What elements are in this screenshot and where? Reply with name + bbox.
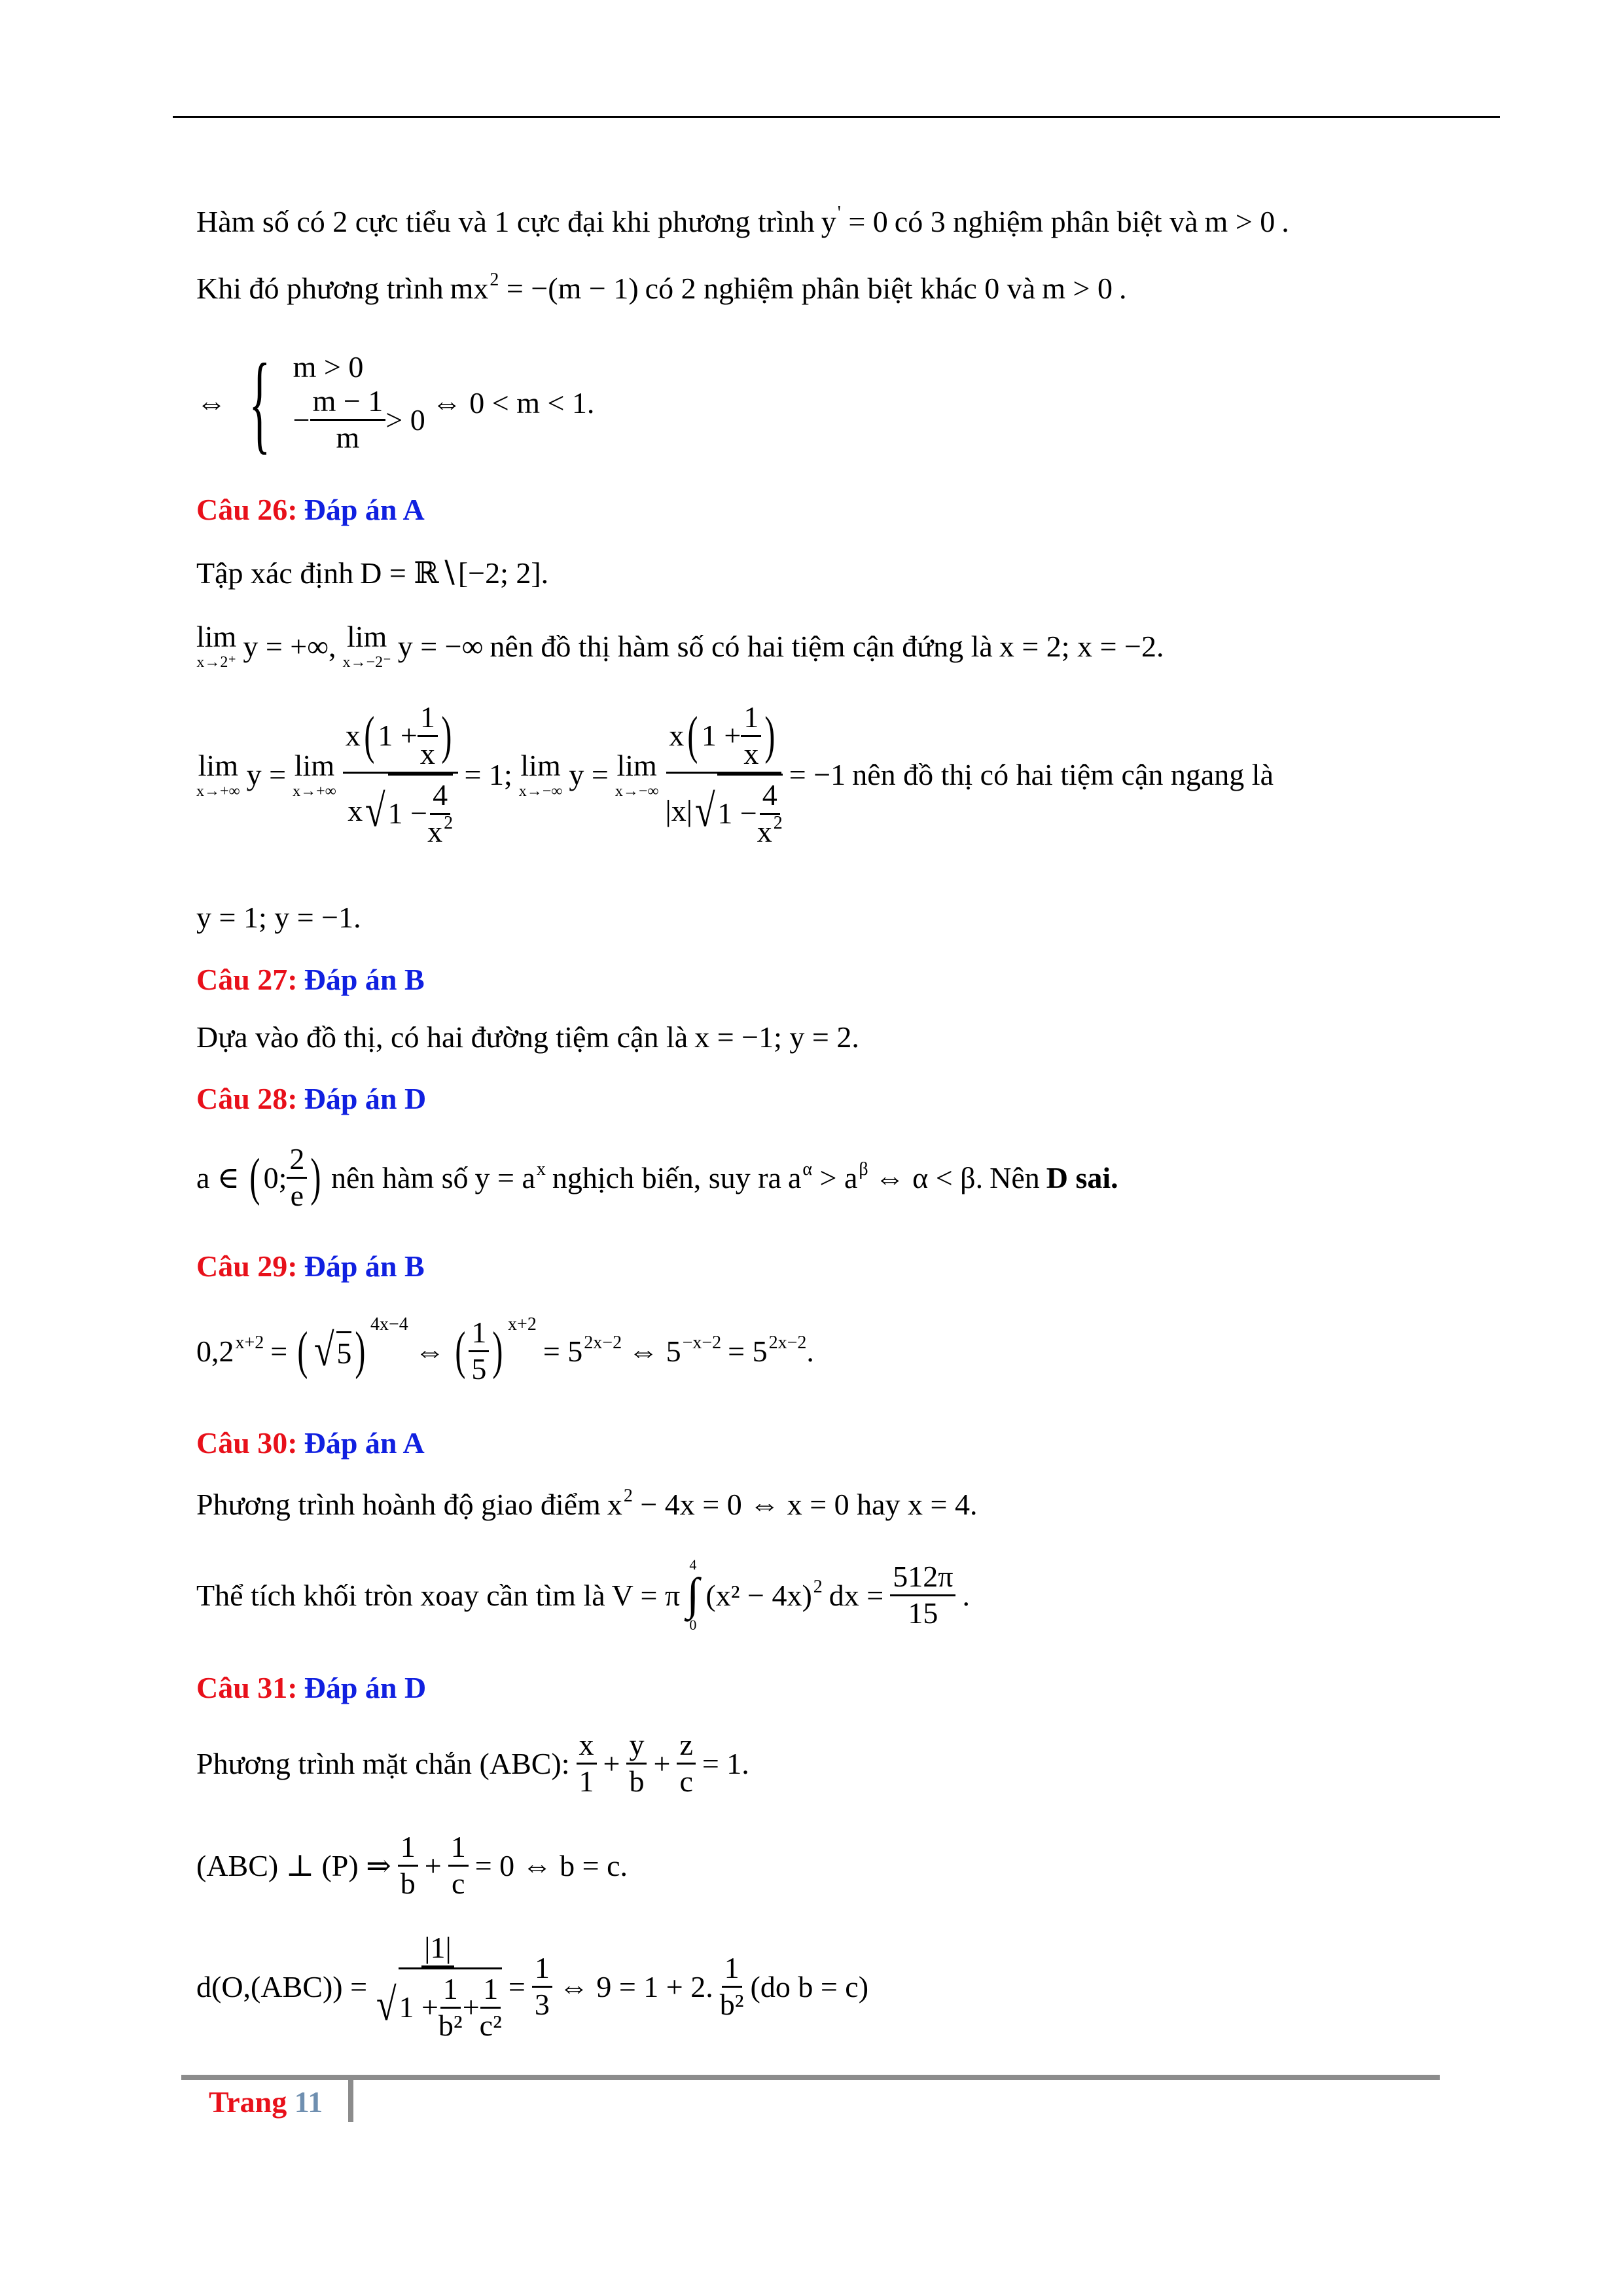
- math-part: [196, 748, 240, 800]
- row-1: m > 0: [293, 350, 364, 384]
- math-part: [666, 700, 781, 774]
- line-2: [196, 271, 1133, 306]
- math-token: = 0 ⇔ b = c.: [474, 1848, 628, 1882]
- iff-symbol: ⇔: [196, 386, 226, 420]
- math-token: lim: [616, 748, 657, 782]
- math-token: 1: [480, 1972, 501, 2009]
- math-token: c: [451, 1866, 465, 1900]
- math-part: [374, 1967, 502, 2043]
- math-token: x→−2⁻: [342, 654, 391, 671]
- math-token: 1 +: [378, 718, 418, 752]
- header-rule: [173, 116, 1500, 118]
- math-token: c²: [479, 2008, 502, 2042]
- math-token: Câu 30:: [196, 1426, 298, 1460]
- math: D = ℝ∖[−2; 2].: [360, 556, 549, 590]
- math-token: = 1.: [702, 1746, 749, 1780]
- math-token: x: [577, 1728, 597, 1765]
- math-part: [343, 622, 391, 670]
- math-token: .: [806, 1334, 814, 1368]
- math-token: 2: [444, 812, 454, 833]
- math-token: x: [345, 718, 361, 752]
- math-part: [398, 1830, 418, 1901]
- math-token: 1 −: [387, 796, 428, 830]
- math-token: √: [365, 785, 385, 836]
- math-token: 1 −: [717, 796, 757, 830]
- math-token: 1 +: [701, 718, 741, 752]
- period: .: [1118, 272, 1127, 305]
- math-part: [246, 1142, 325, 1213]
- math-part: [532, 1951, 552, 2022]
- math-part: [452, 1316, 537, 1387]
- math-token: = −1: [789, 758, 846, 792]
- math-part: √: [376, 1979, 397, 2030]
- math-token: |x|: [665, 794, 692, 828]
- line-27: [196, 1020, 866, 1054]
- line-26b: [196, 622, 1170, 670]
- math-token: ⇔ α < β.: [874, 1160, 984, 1194]
- math-part: [418, 700, 438, 772]
- math-token: mx: [450, 272, 489, 305]
- math-token: x: [607, 1488, 622, 1521]
- math-part: [294, 1314, 408, 1380]
- text: Hàm số có 2 cực tiểu và 1 cực đại khi phương trình: [196, 205, 815, 238]
- math-token: +: [462, 1990, 480, 2024]
- question-30-heading: [196, 1426, 431, 1460]
- math-token: 1: [532, 1951, 552, 1988]
- math-part: [312, 1325, 352, 1376]
- brace-icon: {: [249, 341, 271, 464]
- math-token: 3: [534, 1988, 550, 2022]
- math-token: +: [653, 1746, 671, 1780]
- math-token: ⇔: [414, 1334, 445, 1368]
- math-token: x: [757, 814, 772, 848]
- math-token: 1: [448, 1830, 469, 1867]
- question-26-heading: [196, 492, 431, 527]
- question-29-heading: [196, 1249, 431, 1283]
- math-part: [310, 384, 386, 456]
- math-token: Tập xác định: [196, 556, 354, 590]
- math-token: 0;: [263, 1160, 287, 1194]
- math-token: Trang: [209, 2085, 287, 2119]
- fraction: [343, 700, 458, 850]
- math-part: [399, 1967, 501, 2043]
- math-token: x→+∞: [196, 782, 240, 800]
- math-part: [615, 748, 659, 800]
- math-token: Câu 29:: [196, 1249, 298, 1283]
- math-token: x = −1; y = 2.: [694, 1020, 859, 1054]
- math-token: (ABC) ⊥ (P) ⇒: [196, 1849, 391, 1883]
- math-part: [577, 1728, 597, 1799]
- math-part: [728, 1334, 814, 1369]
- math-token: nghịch biến, suy ra: [552, 1160, 781, 1194]
- math-token: 5: [471, 1352, 487, 1386]
- math-token: β: [859, 1158, 868, 1179]
- math-token: lim: [294, 748, 335, 782]
- period: .: [1281, 205, 1289, 238]
- math-part: (: [455, 1322, 466, 1380]
- math-part: [438, 1972, 463, 2043]
- math-token: (: [687, 707, 698, 765]
- math-token: Phương trình hoành độ giao điểm: [196, 1488, 601, 1521]
- math-token: 2: [623, 1486, 633, 1506]
- math-part: [363, 774, 453, 850]
- math-token: y = 1; y = −1.: [196, 901, 361, 934]
- line-29: [196, 1316, 821, 1387]
- math-token: x→−∞: [615, 782, 659, 800]
- math-token: 2x−2: [584, 1332, 622, 1353]
- math-part: [626, 1728, 647, 1799]
- math-token: y: [821, 205, 836, 238]
- math-token: nên đồ thị có hai tiệm cận ngang là: [852, 758, 1274, 792]
- math-token: 0: [689, 1617, 697, 1633]
- math-token: =: [508, 1970, 526, 2004]
- math-part: [374, 1967, 502, 2043]
- math-token: = 5: [728, 1334, 768, 1368]
- math-token: Câu 26:: [196, 493, 298, 526]
- math-part: [518, 748, 563, 800]
- footer-rule: [181, 2075, 1440, 2080]
- math-token: = 5: [543, 1334, 583, 1368]
- math-token: x: [536, 1158, 546, 1179]
- math-token: 1 +: [399, 1990, 438, 2024]
- math-token: lim: [520, 748, 561, 782]
- math-part: [757, 778, 783, 850]
- math-token: y =: [246, 758, 287, 792]
- math-part: √: [313, 1325, 334, 1376]
- math-token: x: [419, 736, 435, 770]
- math-token: Đáp án D: [304, 1082, 427, 1115]
- math-token: b²: [438, 2008, 463, 2042]
- math-token: x+2: [508, 1314, 537, 1335]
- math-token: Đáp án B: [304, 1249, 425, 1283]
- math: [450, 271, 639, 306]
- math-part: [388, 774, 453, 850]
- math-part: [287, 1142, 307, 1213]
- math-part: [677, 1728, 695, 1799]
- math-token: 2: [773, 812, 783, 833]
- math-part: [692, 774, 783, 850]
- line-28: [196, 1142, 1125, 1213]
- math-part: [348, 774, 453, 850]
- math-token: c: [679, 1764, 693, 1798]
- math-token: 2: [490, 270, 499, 290]
- row-2: [293, 384, 425, 456]
- math-token: Câu 27:: [196, 963, 298, 996]
- math-part: [196, 622, 236, 670]
- math-token: =: [270, 1334, 288, 1368]
- math-token: = −(m − 1): [506, 272, 639, 305]
- math-token: Đáp án A: [304, 1426, 425, 1460]
- math-part: [607, 1487, 978, 1522]
- math-part: [705, 1578, 822, 1613]
- math-part: ∫: [687, 1570, 700, 1620]
- math-part: (: [297, 1322, 308, 1380]
- math-token: +: [424, 1848, 442, 1882]
- math-token: 0,2: [196, 1334, 234, 1368]
- math-part: [374, 1931, 502, 2043]
- math-token: .: [962, 1578, 970, 1612]
- math-token: x: [743, 736, 759, 770]
- math-token: > 0: [385, 403, 425, 437]
- math-part: [427, 812, 454, 850]
- math-token: −x−2: [682, 1332, 722, 1353]
- math-part: [448, 1830, 469, 1901]
- math-token: x→−∞: [518, 782, 563, 800]
- system-equation: [196, 341, 601, 464]
- line-26a: [196, 555, 555, 590]
- math-token: y = +∞,: [243, 629, 336, 663]
- math-token: 1: [741, 700, 761, 737]
- math-token: 4: [760, 778, 780, 815]
- math-token: |1|: [421, 1931, 454, 1967]
- math-part: ): [492, 1322, 503, 1380]
- math-token: Đáp án B: [304, 963, 425, 996]
- math-token: 1: [418, 700, 438, 737]
- math-token: −: [293, 403, 310, 437]
- math-token: a: [787, 1160, 802, 1194]
- line-1: [196, 204, 1296, 239]
- math-token: Dựa vào đồ thị, có hai đường tiệm cận là: [196, 1020, 688, 1054]
- math-token: V = π: [611, 1578, 681, 1612]
- math-token: m − 1: [310, 384, 386, 421]
- math-token: 11: [294, 2085, 323, 2119]
- math-token: x: [348, 794, 363, 828]
- math-token: = 0: [848, 205, 888, 238]
- math-token: x→2⁺: [196, 654, 236, 671]
- math-token: x: [669, 718, 685, 752]
- math-token: = 1;: [464, 758, 512, 792]
- math-token: 15: [908, 1596, 938, 1630]
- text: Khi đó phương trình: [196, 272, 444, 305]
- line-31c: [196, 1931, 875, 2043]
- math-token: √: [694, 785, 715, 836]
- math-token: Nên: [990, 1160, 1040, 1194]
- system-rows: [293, 350, 425, 456]
- line-31b: [196, 1830, 634, 1901]
- math-part: [788, 1160, 868, 1195]
- math-token: y: [626, 1728, 647, 1765]
- math-part: [343, 700, 458, 774]
- math-token: x+2: [235, 1332, 264, 1353]
- math-token: 4x−4: [370, 1314, 408, 1335]
- math-token: 2x−2: [768, 1332, 807, 1353]
- math-token: 4: [689, 1556, 697, 1573]
- math-token: 2: [813, 1576, 823, 1597]
- math-token: z: [677, 1728, 695, 1765]
- math-part: [475, 1160, 546, 1195]
- math-token: y =: [569, 758, 609, 792]
- math-part: [293, 748, 336, 800]
- math-token: x→+∞: [293, 782, 336, 800]
- math-token: x: [427, 814, 443, 848]
- integral-sign: [687, 1558, 699, 1632]
- line-26c: [196, 700, 1280, 850]
- text: có 2 nghiệm phân biệt khác 0 và: [645, 272, 1036, 305]
- math-part: ): [355, 1322, 366, 1380]
- math-token: Thể tích khối tròn xoay cần tìm là: [196, 1578, 605, 1612]
- math-token: 1: [722, 1951, 742, 1988]
- math-token: lim: [198, 748, 238, 782]
- math-part: [741, 700, 761, 772]
- math-token: ): [441, 707, 452, 765]
- math-token: ⇔ 9 = 1 + 2.: [558, 1970, 713, 2004]
- question-31-heading: [196, 1670, 433, 1705]
- math: [821, 204, 888, 239]
- math-token: lim: [346, 620, 387, 653]
- math-token: nên đồ thị hàm số có hai tiệm cận đứng là: [490, 629, 993, 663]
- math-part: [543, 1334, 622, 1369]
- math-token: Câu 31:: [196, 1671, 298, 1704]
- math: m > 0: [1042, 272, 1113, 305]
- math-part: [196, 1334, 264, 1369]
- math-part: (: [249, 1149, 260, 1207]
- math-token: (: [364, 707, 375, 765]
- math-token: 4: [430, 778, 450, 815]
- page-number: [209, 2085, 323, 2119]
- math-token: a ∈: [196, 1161, 240, 1195]
- question-28-heading: [196, 1081, 433, 1116]
- math-part: [720, 1951, 744, 2022]
- math-token: d(O,(ABC)) =: [196, 1970, 368, 2004]
- math-token: − 4x = 0 ⇔ x = 0 hay x = 4.: [640, 1488, 978, 1521]
- math-token: e: [290, 1178, 304, 1212]
- math-token: (do b = c): [750, 1970, 869, 2004]
- math-token: lim: [196, 620, 237, 653]
- math-token: nên hàm số: [331, 1160, 469, 1194]
- math-token: +: [603, 1746, 620, 1780]
- math-token: Phương trình mặt chắn (ABC):: [196, 1746, 570, 1780]
- math-part: ): [310, 1149, 321, 1207]
- math-part: [469, 1316, 489, 1387]
- math-part: [717, 774, 782, 850]
- math-token: y = a: [474, 1160, 535, 1194]
- math-token: Câu 28:: [196, 1082, 298, 1115]
- question-27-heading: [196, 962, 431, 997]
- line-26d: [196, 900, 368, 935]
- math-part: [890, 1560, 955, 1631]
- math-token: 1: [579, 1764, 594, 1798]
- math-token: 1: [469, 1316, 489, 1352]
- math-token: b²: [719, 1988, 744, 2022]
- math-token: > a: [819, 1160, 858, 1194]
- math-token: D sai.: [1046, 1160, 1118, 1194]
- math-token: 1: [440, 1972, 461, 2009]
- math-token: ): [764, 707, 776, 765]
- math-token: b: [400, 1866, 416, 1900]
- math-token: 2: [287, 1142, 307, 1179]
- line-31a: [196, 1728, 756, 1799]
- math: m > 0: [1204, 205, 1275, 238]
- math-token: ': [837, 203, 841, 223]
- math-token: (x² − 4x): [705, 1578, 812, 1612]
- math-token: b: [629, 1764, 645, 1798]
- math-token: dx =: [829, 1578, 884, 1612]
- math-token: ⇔ 5: [628, 1334, 681, 1368]
- math-part: [427, 778, 453, 850]
- math-token: Đáp án A: [304, 493, 425, 526]
- footer-divider: [348, 2075, 353, 2122]
- math-part: [666, 774, 783, 850]
- line-30a: [196, 1487, 984, 1522]
- math-token: x = 2; x = −2.: [999, 629, 1164, 663]
- line-30b: [196, 1558, 976, 1632]
- math-token: y = −∞: [397, 629, 484, 663]
- math-token: 1: [398, 1830, 418, 1867]
- math-token: α: [802, 1158, 813, 1179]
- math-part: [628, 1334, 721, 1369]
- math-part: [757, 812, 783, 850]
- math-token: Đáp án D: [304, 1671, 427, 1704]
- math-token: m: [336, 421, 360, 454]
- math-token: 5: [336, 1331, 351, 1371]
- text: có 3 nghiệm phân biệt và: [894, 205, 1198, 238]
- result: ⇔ 0 < m < 1.: [431, 386, 595, 420]
- fraction: [666, 700, 783, 850]
- math-part: [480, 1972, 502, 2043]
- math-token: 512π: [890, 1560, 955, 1596]
